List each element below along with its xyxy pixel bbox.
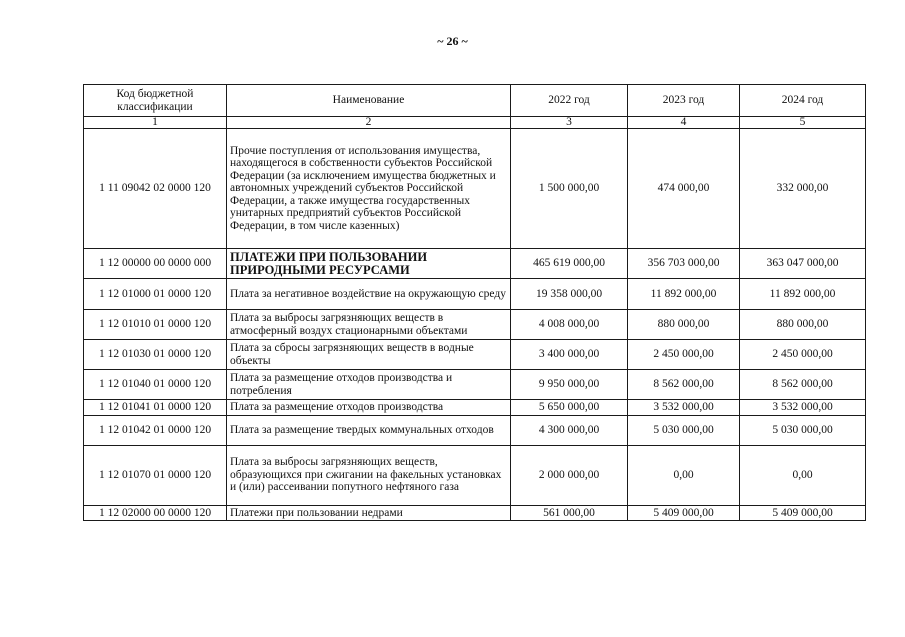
- table-row: [84, 415, 866, 445]
- table-header-row: [84, 85, 866, 117]
- table-row: [84, 445, 866, 505]
- budget-code-cell: 1 12 00000 00 0000 000: [84, 249, 227, 279]
- value-2024-cell: 5 409 000,00: [740, 505, 866, 521]
- value-2023-cell: 356 703 000,00: [628, 249, 740, 279]
- table-row: [84, 400, 866, 416]
- value-2022-cell: 561 000,00: [511, 505, 628, 521]
- budget-code-cell: 1 12 02000 00 0000 120: [84, 505, 227, 521]
- budget-code-cell: 1 12 01010 01 0000 120: [84, 310, 227, 340]
- value-2024-cell: 363 047 000,00: [740, 249, 866, 279]
- value-2022-cell: 19 358 000,00: [511, 279, 628, 310]
- value-2023-cell: 880 000,00: [628, 310, 740, 340]
- value-2024-cell: 11 892 000,00: [740, 279, 866, 310]
- budget-code-cell: 1 11 09042 02 0000 120: [84, 129, 227, 249]
- value-2024-cell: 0,00: [740, 445, 866, 505]
- page-number: ~ 26 ~: [437, 34, 468, 48]
- value-2022-cell: 2 000 000,00: [511, 445, 628, 505]
- table-row: [84, 310, 866, 340]
- budget-code-cell: 1 12 01041 01 0000 120: [84, 400, 227, 416]
- item-name-cell: Плата за выбросы загрязняющих веществ, образующихся при сжигании на факельных установках и (или) рассеивании попутного нефтяного газа: [227, 445, 511, 505]
- budget-code-cell: 1 12 01040 01 0000 120: [84, 370, 227, 400]
- value-2024-cell: 2 450 000,00: [740, 340, 866, 370]
- column-number: 5: [740, 117, 866, 129]
- table-row: [84, 370, 866, 400]
- value-2022-cell: 9 950 000,00: [511, 370, 628, 400]
- value-2022-cell: 3 400 000,00: [511, 340, 628, 370]
- column-number: 3: [511, 117, 628, 129]
- budget-code-cell: 1 12 01000 01 0000 120: [84, 279, 227, 310]
- value-2022-cell: 465 619 000,00: [511, 249, 628, 279]
- header-code: Код бюджетной классификации: [84, 85, 227, 117]
- column-number: 1: [84, 117, 227, 129]
- budget-code-cell: 1 12 01070 01 0000 120: [84, 445, 227, 505]
- budget-table: [83, 84, 866, 521]
- header-2024: 2024 год: [740, 85, 866, 117]
- table-row: [84, 129, 866, 249]
- table-row: [84, 505, 866, 521]
- value-2023-cell: 3 532 000,00: [628, 400, 740, 416]
- column-number-row: [84, 117, 866, 129]
- value-2023-cell: 11 892 000,00: [628, 279, 740, 310]
- header-2023: 2023 год: [628, 85, 740, 117]
- header-2022: 2022 год: [511, 85, 628, 117]
- table-row: [84, 249, 866, 279]
- value-2023-cell: 474 000,00: [628, 129, 740, 249]
- item-name-cell: ПЛАТЕЖИ ПРИ ПОЛЬЗОВАНИИ ПРИРОДНЫМИ РЕСУРСАМИ: [227, 249, 511, 279]
- column-number: 4: [628, 117, 740, 129]
- table-row: [84, 340, 866, 370]
- item-name-cell: Платежи при пользовании недрами: [227, 505, 511, 521]
- header-name: Наименование: [227, 85, 511, 117]
- budget-code-cell: 1 12 01042 01 0000 120: [84, 415, 227, 445]
- column-number: 2: [227, 117, 511, 129]
- value-2024-cell: 8 562 000,00: [740, 370, 866, 400]
- value-2023-cell: 5 030 000,00: [628, 415, 740, 445]
- value-2022-cell: 4 008 000,00: [511, 310, 628, 340]
- value-2023-cell: 0,00: [628, 445, 740, 505]
- value-2023-cell: 8 562 000,00: [628, 370, 740, 400]
- item-name-cell: Плата за размещение отходов производства и потребления: [227, 370, 511, 400]
- item-name-cell: Прочие поступления от использования имущества, находящегося в собственности субъектов Российской Федерации (за исключением имущества бюджетных и автономных учреждений субъектов Российской Федерации, а также имущества государственных унитарных предприятий субъектов Российской Федерации, в том числе казенных): [227, 129, 511, 249]
- table-row: [84, 279, 866, 310]
- value-2023-cell: 5 409 000,00: [628, 505, 740, 521]
- value-2024-cell: 3 532 000,00: [740, 400, 866, 416]
- value-2022-cell: 1 500 000,00: [511, 129, 628, 249]
- value-2023-cell: 2 450 000,00: [628, 340, 740, 370]
- item-name-cell: Плата за негативное воздействие на окружающую среду: [227, 279, 511, 310]
- item-name-cell: Плата за размещение отходов производства: [227, 400, 511, 416]
- value-2022-cell: 4 300 000,00: [511, 415, 628, 445]
- budget-code-cell: 1 12 01030 01 0000 120: [84, 340, 227, 370]
- item-name-cell: Плата за размещение твердых коммунальных отходов: [227, 415, 511, 445]
- value-2024-cell: 332 000,00: [740, 129, 866, 249]
- value-2024-cell: 5 030 000,00: [740, 415, 866, 445]
- value-2024-cell: 880 000,00: [740, 310, 866, 340]
- value-2022-cell: 5 650 000,00: [511, 400, 628, 416]
- item-name-cell: Плата за выбросы загрязняющих веществ в атмосферный воздух стационарными объектами: [227, 310, 511, 340]
- item-name-cell: Плата за сбросы загрязняющих веществ в водные объекты: [227, 340, 511, 370]
